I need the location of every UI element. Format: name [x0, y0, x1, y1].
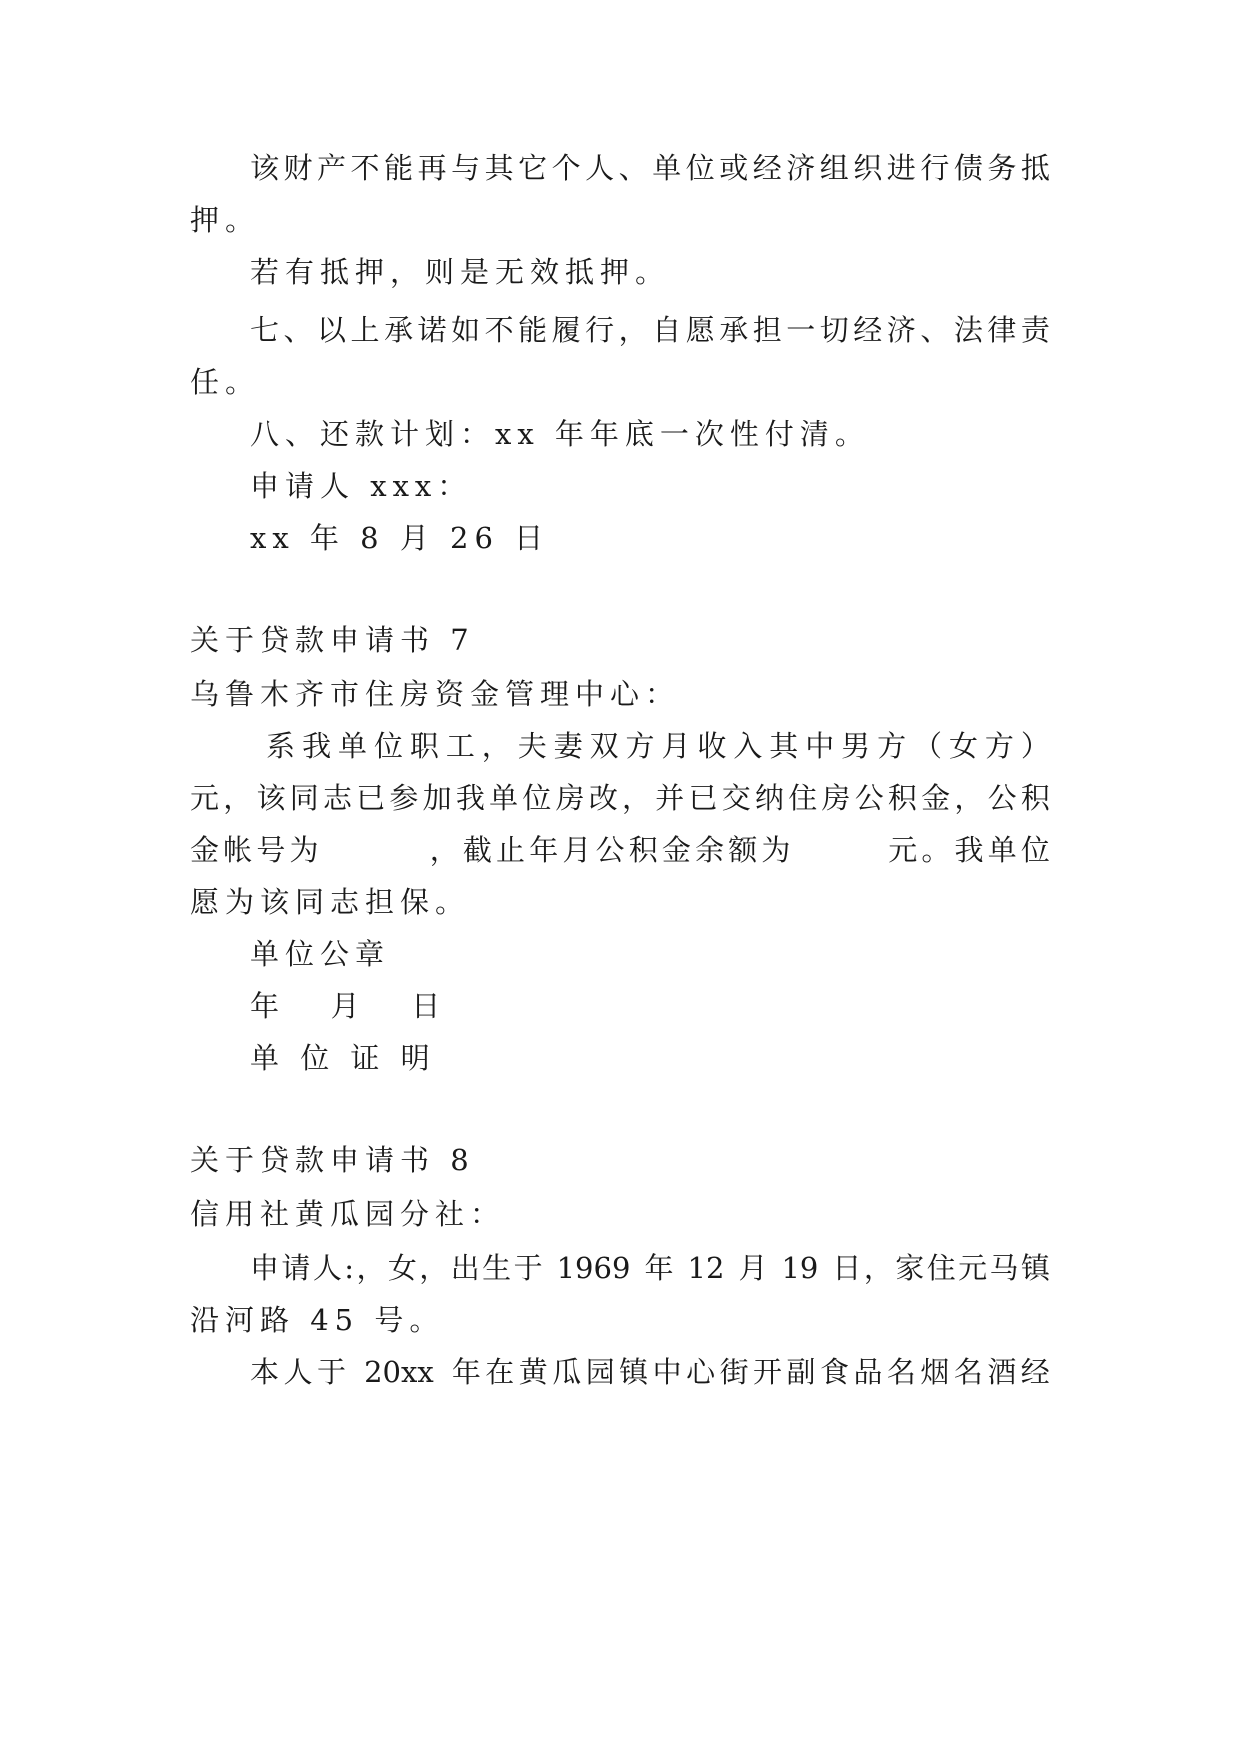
text-line: 单位公章: [250, 937, 391, 971]
text-line: 若有抵押，则是无效抵押。: [250, 255, 671, 289]
text-line: 七 、 以 上 承 诺 如 不 能 履 行 ， 自 愿 承 担 一 切 经 济 、 法 律 责: [250, 313, 1050, 347]
text-line: 沿河路 45 号。: [190, 1303, 445, 1337]
text-line: 系 我 单 位 职 工 ， 夫 妻 双 方 月 收 入 其 中 男 方 （ 女 方 ）: [266, 729, 1050, 763]
text-line: 金 帐 号 为 ， 截 止 年 月 公 积 金 余 额 为 元 。 我 单 位: [190, 833, 1050, 867]
text-line: 申 请 人 : ， 女 ， 出 生 于 1969 年 12 月 19 日 ， 家 住 元 马 镇: [250, 1251, 1050, 1285]
text-line: 关于贷款申请书 8: [190, 1143, 475, 1177]
text-line: 该 财 产 不 能 再 与 其 它 个 人 、 单 位 或 经 济 组 织 进 行 债 务 抵: [250, 151, 1050, 185]
text-line: 任。: [190, 365, 261, 399]
text-line: 关于贷款申请书 7: [190, 623, 475, 657]
text-line: xx 年 8 月 26 日: [250, 521, 550, 555]
text-line: 愿为该同志担保。: [190, 885, 471, 919]
text-line: 申请人 xxx：: [250, 469, 473, 503]
text-line: 单 位 证 明: [250, 1041, 436, 1075]
text-line: 乌鲁木齐市住房资金管理中心：: [190, 677, 681, 711]
text-line: 本 人 于 20xx 年 在 黄 瓜 园 镇 中 心 街 开 副 食 品 名 烟 名 酒 经: [250, 1355, 1050, 1389]
text-line: 八、还款计划：xx 年年底一次性付清。: [250, 417, 870, 451]
text-line: 年 月 日: [250, 989, 447, 1023]
text-line: 信用社黄瓜园分社：: [190, 1197, 506, 1231]
text-line: 押。: [190, 203, 261, 237]
text-line: 元 ， 该 同 志 已 参 加 我 单 位 房 改 ， 并 已 交 纳 住 房 公 积 金 ， 公 积: [190, 781, 1050, 815]
